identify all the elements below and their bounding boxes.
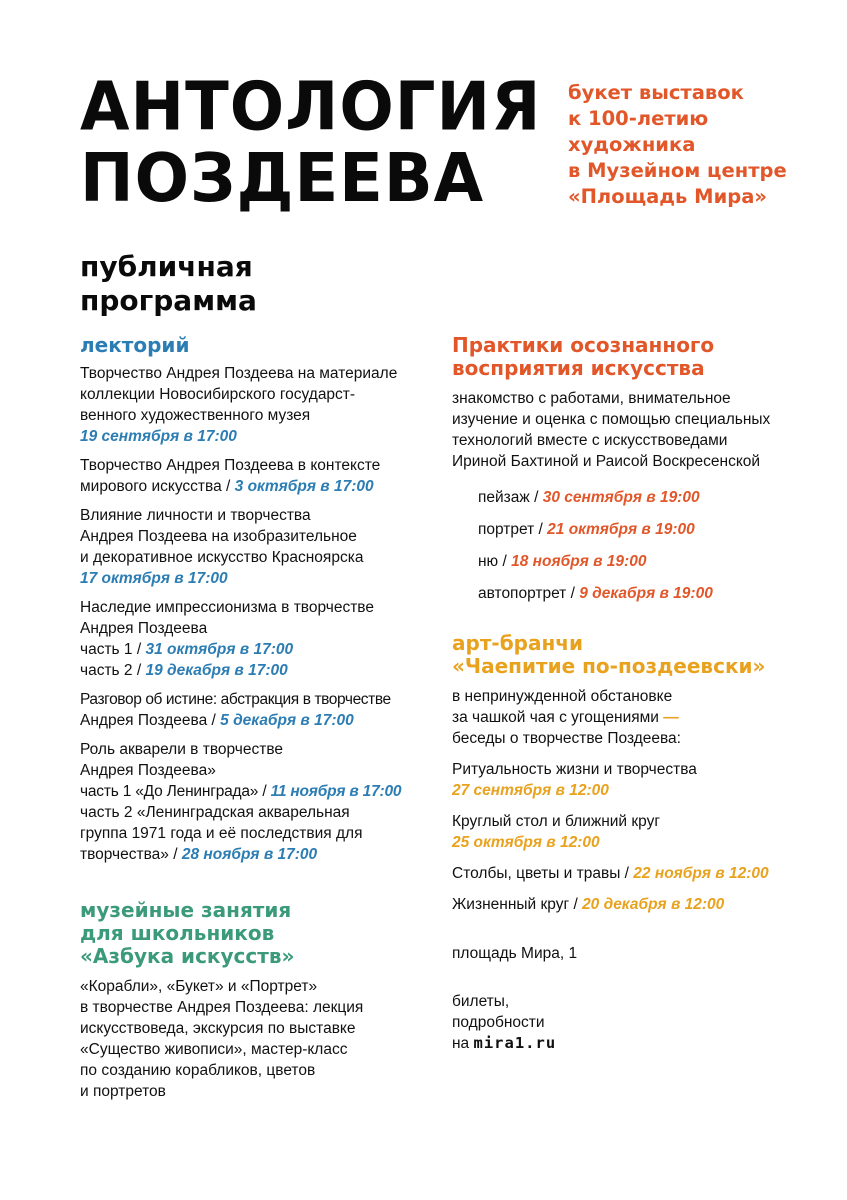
- brunch-item-title: Ритуальность жизни и творчества: [452, 761, 697, 778]
- lecture-date: 5 декабря в 17:00: [220, 712, 354, 729]
- lecture-date: 3 октября в 17:00: [234, 478, 374, 495]
- subtitle-line: к 100-летию: [568, 107, 709, 130]
- school-heading-line: для школьников: [80, 921, 275, 945]
- brunch-item-title: Жизненный круг: [452, 896, 570, 913]
- separator: /: [624, 865, 629, 882]
- lecture-text: коллекции Новосибирского государст-: [80, 386, 356, 403]
- subtitle-line: «Площадь Мира»: [568, 185, 767, 208]
- lecture-item: [80, 689, 440, 731]
- lectures-heading: лекторий: [80, 333, 190, 357]
- lecture-text: Разговор об истине: абстракция в творчестве: [80, 691, 391, 708]
- brunch-heading: [452, 632, 822, 678]
- lecture-date: 11 ноября в 17:00: [270, 783, 402, 800]
- brunch-section: [452, 632, 822, 915]
- lecture-date: 31 октября в 17:00: [145, 641, 294, 658]
- session-item: [478, 514, 822, 546]
- brunch-text: беседы о творчестве Поздеева:: [452, 730, 681, 747]
- footer-info: [452, 943, 822, 1054]
- practices-heading: [452, 334, 822, 380]
- separator: /: [173, 846, 178, 863]
- lecture-text: мирового искусства: [80, 478, 222, 495]
- lecture-part: часть 2 «Ленинградская акварельная: [80, 804, 350, 821]
- brunch-item: [452, 811, 822, 853]
- practices-sessions: [452, 482, 822, 610]
- brunch-item-date: 22 ноября в 12:00: [633, 865, 769, 882]
- website-link[interactable]: mira1.ru: [473, 1034, 557, 1052]
- brunch-item-date: 27 сентября в 12:00: [452, 782, 609, 799]
- school-text: «Корабли», «Букет» и «Портрет»: [80, 978, 318, 995]
- lecture-text: Творчество Андрея Поздеева на материале: [80, 365, 398, 382]
- session-label: ню: [478, 553, 499, 570]
- title-line-2: ПОЗДЕЕВА: [80, 140, 485, 218]
- brunch-item-title: Столбы, цветы и травы: [452, 865, 621, 882]
- practices-text: Ириной Бахтиной и Раисой Воскресенской: [452, 453, 761, 470]
- brunch-heading-line: арт-бранчи: [452, 631, 584, 655]
- practices-text: технологий вместе с искусствоведами: [452, 432, 728, 449]
- brunch-intro: [452, 686, 822, 749]
- lecture-item: [80, 739, 440, 865]
- brunch-item: [452, 759, 822, 801]
- separator: /: [262, 783, 267, 800]
- school-text: в творчестве Андрея Поздеева: лекция: [80, 999, 364, 1016]
- brunch-item-date: 25 октября в 12:00: [452, 834, 600, 851]
- lectures-section: [80, 334, 440, 865]
- brunch-text: за чашкой чая с угощениями: [452, 709, 659, 726]
- lecture-date: 19 декабря в 17:00: [145, 662, 288, 679]
- school-text: «Существо живописи», мастер-класс: [80, 1041, 348, 1058]
- lecture-text: Влияние личности и творчества: [80, 507, 311, 524]
- session-date: 9 декабря в 19:00: [579, 585, 713, 602]
- practices-intro: [452, 388, 822, 472]
- left-column: [80, 334, 440, 1102]
- separator: /: [136, 641, 142, 658]
- session-date: 21 октября в 19:00: [547, 521, 695, 538]
- address: площадь Мира, 1: [452, 945, 578, 962]
- school-text: по созданию корабликов, цветов: [80, 1062, 316, 1079]
- school-description: [80, 976, 440, 1102]
- brunch-text: в непринужденной обстановке: [452, 688, 673, 705]
- lecture-text: Андрея Поздеева: [80, 620, 208, 637]
- separator: /: [211, 712, 216, 729]
- lecture-text: Роль акварели в творчестве: [80, 741, 284, 758]
- session-label: портрет: [478, 521, 535, 538]
- session-label: пейзаж: [478, 489, 530, 506]
- practices-heading-line: Практики осознанного: [452, 333, 715, 357]
- school-text: и портретов: [80, 1083, 166, 1100]
- lecture-part: часть 2: [80, 662, 133, 679]
- lecture-text: Наследие импрессионизма в творчестве: [80, 599, 374, 616]
- session-item: [478, 482, 822, 514]
- school-heading-line: музейные занятия: [80, 898, 292, 922]
- lecture-item: [80, 505, 440, 589]
- lecture-text: венного художественного музея: [80, 407, 311, 424]
- school-text: искусствоведа, экскурсия по выставке: [80, 1020, 356, 1037]
- session-label: автопортрет: [478, 585, 567, 602]
- tickets-text: на: [452, 1035, 470, 1052]
- brunch-heading-line: «Чаепитие по-поздеевски»: [452, 654, 766, 678]
- separator: /: [570, 585, 575, 602]
- dash-mark: —: [663, 709, 679, 726]
- tickets-info: [452, 991, 822, 1054]
- practices-heading-line: восприятия искусства: [452, 356, 705, 380]
- lecture-part: группа 1971 года и её последствия для: [80, 825, 363, 842]
- separator: /: [538, 521, 543, 538]
- lecture-text: и декоративное искусство Красноярска: [80, 549, 364, 566]
- lecture-part: часть 1: [80, 641, 133, 658]
- right-column: [452, 334, 822, 1054]
- poster-subtitle: [568, 80, 787, 210]
- brunch-item-date: 20 декабря в 12:00: [582, 896, 725, 913]
- school-heading: [80, 899, 440, 968]
- lecture-date: 28 ноября в 17:00: [181, 846, 318, 863]
- lecture-item: [80, 455, 440, 497]
- separator: /: [534, 489, 539, 506]
- program-line-2: программа: [80, 284, 257, 317]
- brunch-item: [452, 863, 822, 884]
- lecture-text: Андрея Поздеева»: [80, 762, 216, 779]
- separator: /: [502, 553, 507, 570]
- lecture-part: творчества»: [80, 846, 169, 863]
- practices-section: [452, 334, 822, 610]
- lecture-item: [80, 363, 440, 447]
- brunch-item-title: Круглый стол и ближний круг: [452, 813, 661, 830]
- school-heading-line: «Азбука искусств»: [80, 944, 295, 968]
- lecture-date: 17 октября в 17:00: [80, 570, 228, 587]
- session-date: 30 сентября в 19:00: [542, 489, 700, 506]
- poster-title: [80, 68, 542, 218]
- tickets-text: подробности: [452, 1014, 545, 1031]
- subtitle-line: в Музейном центре: [568, 159, 787, 182]
- program-heading: [80, 250, 257, 318]
- session-item: [478, 578, 822, 610]
- lecture-text: Творчество Андрея Поздеева в контексте: [80, 457, 381, 474]
- practices-text: изучение и оценка с помощью специальных: [452, 411, 771, 428]
- tickets-text: билеты,: [452, 993, 510, 1010]
- lecture-date: 19 сентября в 17:00: [80, 428, 237, 445]
- lecture-text: Андрея Поздеева на изобразительное: [80, 528, 357, 545]
- session-item: [478, 546, 822, 578]
- subtitle-line: букет выставок: [568, 81, 744, 104]
- separator: /: [136, 662, 142, 679]
- separator: /: [573, 896, 578, 913]
- subtitle-line: художника: [568, 133, 696, 156]
- school-section: [80, 899, 440, 1102]
- separator: /: [226, 478, 231, 495]
- lecture-part: часть 1 «До Ленинграда»: [80, 783, 259, 800]
- lecture-item: [80, 597, 440, 681]
- title-line-1: АНТОЛОГИЯ: [80, 68, 542, 147]
- practices-text: знакомство с работами, внимательное: [452, 390, 731, 407]
- session-date: 18 ноября в 19:00: [511, 553, 647, 570]
- brunch-item: [452, 894, 822, 915]
- lecture-text: Андрея Поздеева: [80, 712, 208, 729]
- program-line-1: публичная: [80, 250, 253, 283]
